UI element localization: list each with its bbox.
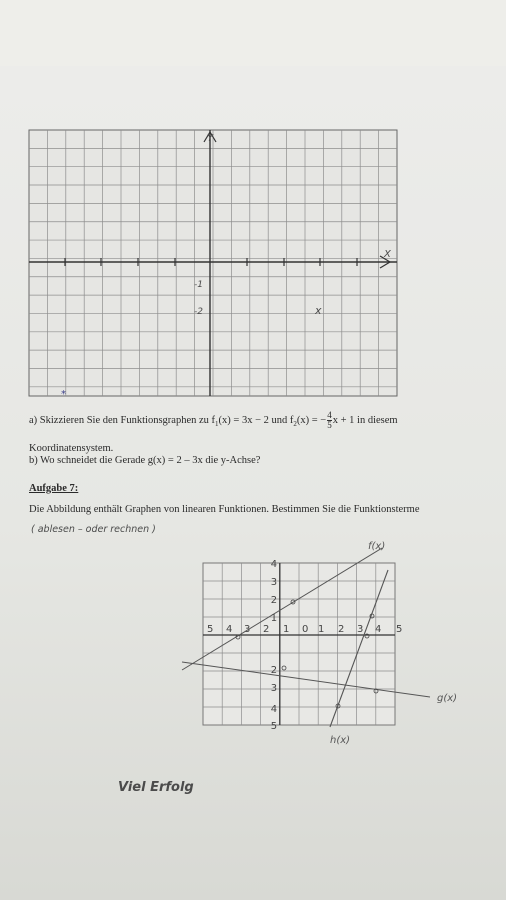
grid2-x-tick-label: 1 (283, 624, 290, 635)
grid2-x-tick-label: 5 (396, 624, 403, 635)
handwritten-note: ( ablesen – oder rechnen ) (31, 524, 156, 535)
label-g: g(x) (437, 693, 458, 704)
point-marker: x (315, 304, 322, 317)
background-strip (0, 0, 506, 72)
grid2-y-tick-label: 2 (270, 665, 278, 676)
task-a-suffix: x + 1 in diesem (332, 414, 398, 426)
grid2-x-tick-label: 3 (357, 624, 364, 635)
f1-subscript: 1 (215, 420, 219, 428)
task-a-f2: (x) = − (296, 414, 327, 426)
tick-label-minus-2: -2 (194, 307, 203, 317)
coordinate-grid-2 (160, 536, 480, 748)
task-a-line2: Koordinatensystem. (29, 443, 114, 454)
grid2-y-tick-label: 1 (270, 613, 278, 624)
grid2-y-tick-label: 4 (270, 559, 278, 570)
aufgabe-title: Aufgabe 7: (29, 483, 79, 494)
grid2-x-tick-label: 4 (226, 624, 233, 635)
task-b: b) Wo schneidet die Gerade g(x) = 2 – 3x die y-Achse? (29, 455, 261, 466)
fraction-denominator: 5 (327, 420, 332, 430)
grid2-x-tick-label: 2 (338, 624, 345, 635)
grid2-x-tick-label: 3 (244, 624, 251, 635)
fraction-numerator: 4 (327, 410, 332, 420)
task-a-f1: (x) = 3x − 2 und f (218, 414, 294, 426)
grid2-x-tick-label: 0 (302, 624, 309, 635)
grid2-y-tick-label: 4 (270, 704, 278, 715)
grid2-x-tick-label: 5 (207, 624, 214, 635)
grid2-y-tick-label: 5 (270, 721, 278, 732)
task-a-prefix: a) Skizzieren Sie den Funktionsgraphen zu f (29, 414, 216, 426)
x-axis-label: X (384, 249, 391, 260)
label-h: h(x) (330, 735, 351, 746)
label-f: f(x) (368, 541, 386, 552)
grid2-y-tick-label: 3 (270, 577, 278, 588)
grid2-x-tick-label: 1 (318, 624, 325, 635)
aufgabe-text: Die Abbildung enthält Graphen von linearen Funktionen. Bestimmen Sie die Funktionsterme (29, 504, 420, 515)
fraction (327, 411, 332, 430)
grid2-y-tick-label: 3 (270, 683, 278, 694)
coordinate-grid-1 (28, 129, 398, 399)
f2-subscript: 2 (293, 420, 297, 428)
y-axis-label: Y (207, 133, 214, 144)
task-a-line1 (29, 411, 398, 431)
grid2-x-tick-label: 2 (263, 624, 270, 635)
grid1-blue-mark: * (61, 389, 66, 399)
closing-signature: Viel Erfolg (118, 780, 194, 795)
tick-label-minus-1: -1 (194, 280, 203, 290)
grid2-x-tick-label: 4 (375, 624, 382, 635)
grid2-y-tick-label: 2 (270, 595, 278, 606)
